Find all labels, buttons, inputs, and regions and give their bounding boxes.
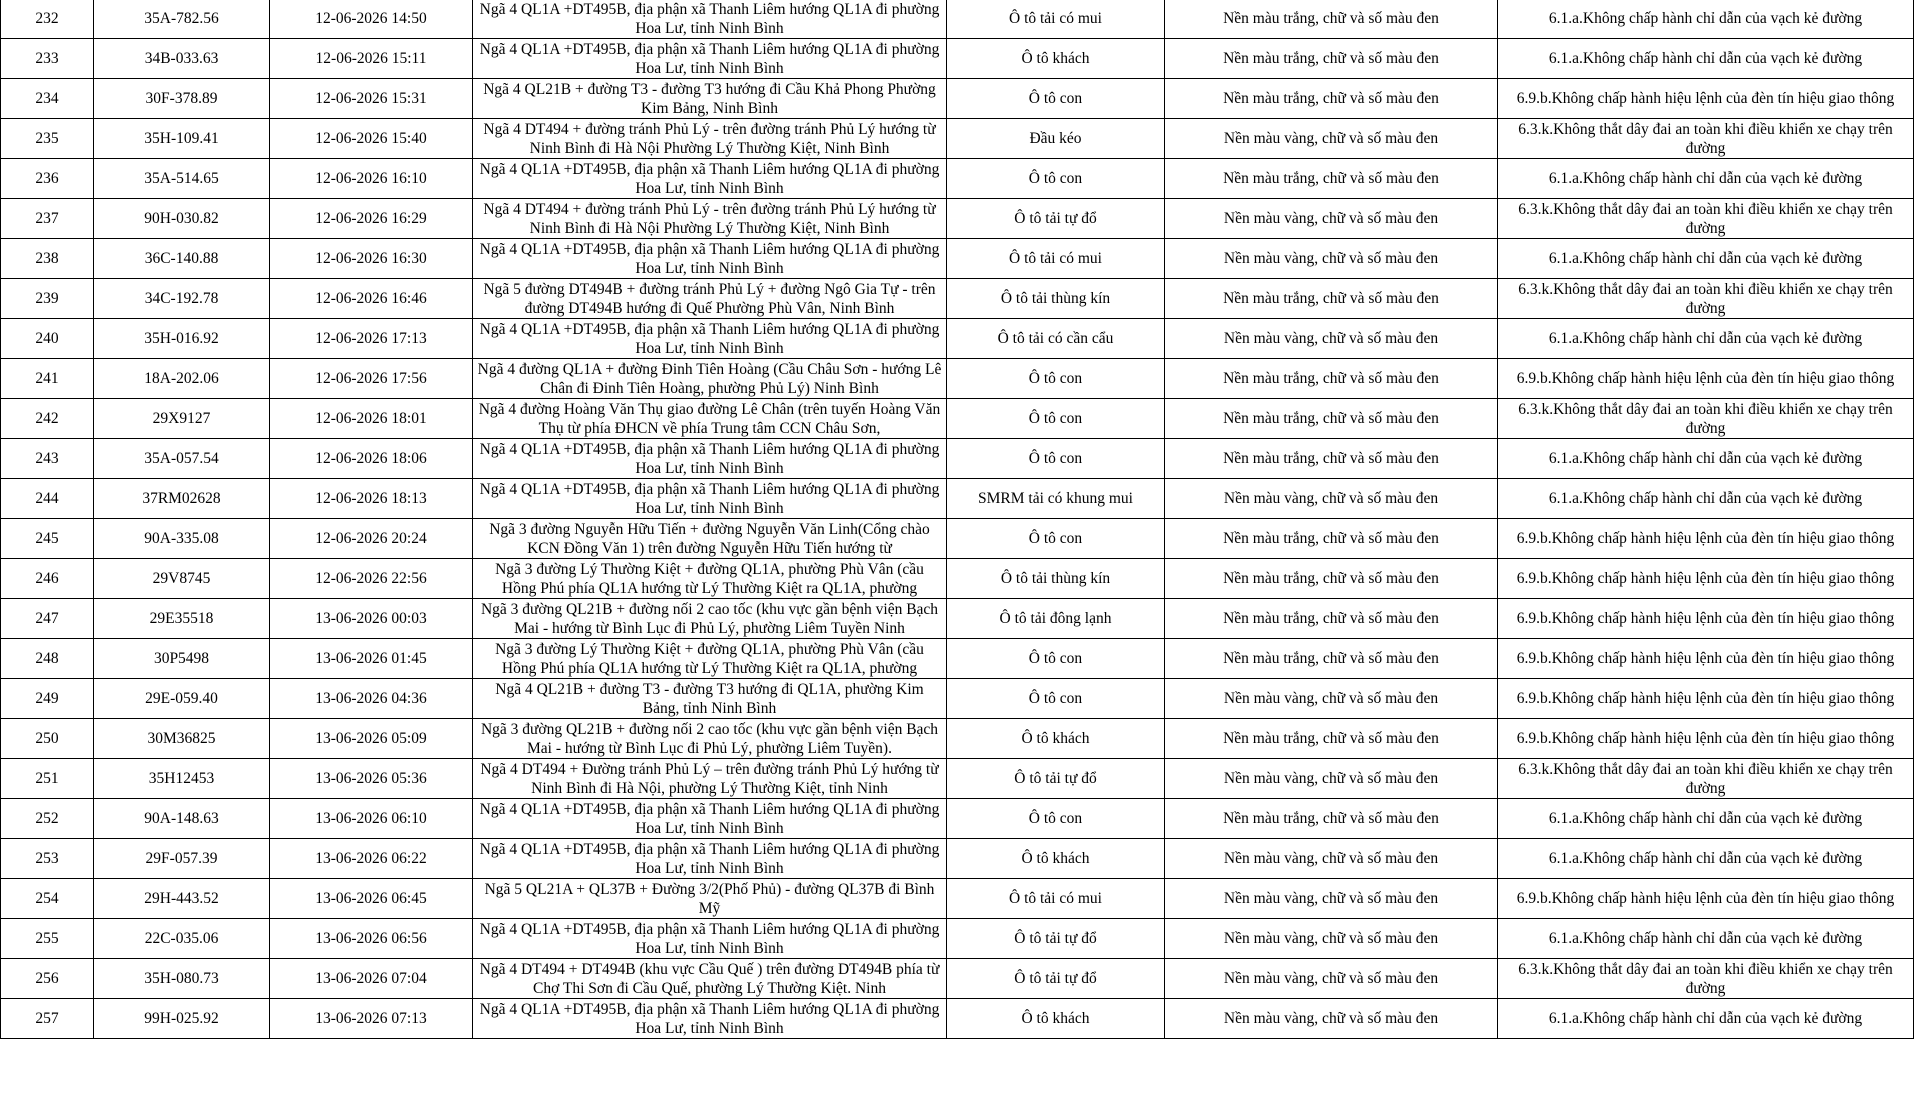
cell-location — [473, 639, 947, 679]
cell-violation-text: 6.1.a.Không chấp hành chỉ dẫn của vạch kẻ đường — [1548, 1010, 1863, 1027]
cell-violation-time: 12-06-2026 16:46 — [270, 279, 473, 319]
cell-license-plate: 30P5498 — [94, 639, 270, 679]
cell-license-plate: 36C-140.88 — [94, 239, 270, 279]
cell-violation-text: 6.3.k.Không thắt dây đai an toàn khi điều khiển xe chạy trên đường — [1518, 400, 1893, 437]
cell-license-plate: 90H-030.82 — [94, 199, 270, 239]
cell-violation-time: 13-06-2026 05:09 — [270, 719, 473, 759]
cell-license-plate: 90A-335.08 — [94, 519, 270, 559]
cell-plate-color: Nền màu vàng, chữ và số màu đen — [1165, 999, 1498, 1039]
cell-vehicle-type: Ô tô tải có mui — [947, 0, 1165, 39]
cell-stt: 251 — [1, 759, 94, 799]
cell-violation-time: 12-06-2026 17:13 — [270, 319, 473, 359]
cell-stt: 256 — [1, 959, 94, 999]
cell-license-plate: 35H-109.41 — [94, 119, 270, 159]
cell-vehicle-type: Ô tô con — [947, 359, 1165, 399]
cell-plate-color: Nền màu trắng, chữ và số màu đen — [1165, 279, 1498, 319]
cell-violation-text: 6.1.a.Không chấp hành chỉ dẫn của vạch kẻ đường — [1548, 490, 1863, 507]
table-row — [1, 999, 1914, 1039]
table-row — [1, 159, 1914, 199]
cell-plate-color: Nền màu vàng, chữ và số màu đen — [1165, 319, 1498, 359]
cell-location-text: Ngã 4 QL21B + đường T3 - đường T3 hướng đi QL1A, phường Kim Bảng, tỉnh Ninh Bình — [495, 680, 924, 717]
cell-violation-text: 6.9.b.Không chấp hành hiệu lệnh của đèn tín hiệu giao thông — [1516, 650, 1895, 667]
cell-violation-text: 6.3.k.Không thắt dây đai an toàn khi điều khiển xe chạy trên đường — [1518, 200, 1893, 237]
cell-violation-time: 12-06-2026 20:24 — [270, 519, 473, 559]
cell-license-plate: 99H-025.92 — [94, 999, 270, 1039]
cell-location-text: Ngã 4 QL1A +DT495B, địa phận xã Thanh Liêm hướng QL1A đi phường Hoa Lư, tỉnh Ninh Bình — [479, 320, 940, 357]
cell-violation-text: 6.9.b.Không chấp hành hiệu lệnh của đèn tín hiệu giao thông — [1516, 610, 1895, 627]
cell-violation-time: 13-06-2026 05:36 — [270, 759, 473, 799]
cell-violation-text: 6.1.a.Không chấp hành chỉ dẫn của vạch kẻ đường — [1548, 50, 1863, 67]
table-row — [1, 799, 1914, 839]
cell-location-text: Ngã 3 đường QL21B + đường nối 2 cao tốc (khu vực gần bệnh viện Bạch Mai - hướng từ Bình Lục đi Phủ Lý, phường Liêm Tuyền). — [480, 720, 939, 757]
cell-vehicle-type: Ô tô tải tự đổ — [947, 199, 1165, 239]
cell-license-plate: 29E35518 — [94, 599, 270, 639]
cell-violation-text: 6.3.k.Không thắt dây đai an toàn khi điều khiển xe chạy trên đường — [1518, 760, 1893, 797]
cell-vehicle-type: Ô tô tải đông lạnh — [947, 599, 1165, 639]
table-row — [1, 359, 1914, 399]
cell-location — [473, 159, 947, 199]
cell-license-plate: 29F-057.39 — [94, 839, 270, 879]
cell-plate-color: Nền màu trắng, chữ và số màu đen — [1165, 519, 1498, 559]
table-row — [1, 39, 1914, 79]
cell-plate-color: Nền màu vàng, chữ và số màu đen — [1165, 479, 1498, 519]
cell-violation — [1498, 679, 1914, 719]
cell-stt: 250 — [1, 719, 94, 759]
cell-location-text: Ngã 4 QL1A +DT495B, địa phận xã Thanh Liêm hướng QL1A đi phường Hoa Lư, tỉnh Ninh Bình — [479, 840, 940, 877]
cell-location — [473, 79, 947, 119]
cell-plate-color: Nền màu trắng, chữ và số màu đen — [1165, 79, 1498, 119]
table-row — [1, 839, 1914, 879]
cell-violation — [1498, 79, 1914, 119]
cell-location-text: Ngã 4 QL1A +DT495B, địa phận xã Thanh Liêm hướng QL1A đi phường Hoa Lư, tỉnh Ninh Bình — [479, 240, 940, 277]
cell-vehicle-type: Ô tô tải thùng kín — [947, 559, 1165, 599]
cell-location-text: Ngã 3 đường Lý Thường Kiệt + đường QL1A, phường Phù Vân (cầu Hồng Phú phía QL1A hướng từ Lý Thường Kiệt ra QL1A, phường — [495, 560, 924, 597]
table-row — [1, 639, 1914, 679]
cell-location — [473, 439, 947, 479]
cell-location — [473, 0, 947, 39]
cell-license-plate: 34C-192.78 — [94, 279, 270, 319]
table-row — [1, 479, 1914, 519]
cell-violation-time: 12-06-2026 14:50 — [270, 0, 473, 39]
cell-location-text: Ngã 5 QL21A + QL37B + Đường 3/2(Phố Phủ) - đường QL37B đi Bình Mỹ — [484, 880, 935, 917]
cell-violation-time: 12-06-2026 18:06 — [270, 439, 473, 479]
cell-stt: 254 — [1, 879, 94, 919]
cell-vehicle-type: Ô tô tải có cần cẩu — [947, 319, 1165, 359]
cell-violation-text: 6.1.a.Không chấp hành chỉ dẫn của vạch kẻ đường — [1548, 850, 1863, 867]
cell-plate-color: Nền màu vàng, chữ và số màu đen — [1165, 759, 1498, 799]
cell-violation-text: 6.9.b.Không chấp hành hiệu lệnh của đèn tín hiệu giao thông — [1516, 890, 1895, 907]
cell-vehicle-type: Ô tô tải tự đổ — [947, 919, 1165, 959]
cell-location-text: Ngã 5 đường DT494B + đường tránh Phủ Lý + đường Ngô Gia Tự - trên đường DT494B hướng đi Quế Phường Phù Vân, Ninh Bình — [483, 280, 936, 317]
cell-location — [473, 839, 947, 879]
table-row — [1, 439, 1914, 479]
cell-plate-color: Nền màu vàng, chữ và số màu đen — [1165, 679, 1498, 719]
cell-vehicle-type: Ô tô tải tự đổ — [947, 759, 1165, 799]
cell-plate-color: Nền màu trắng, chữ và số màu đen — [1165, 559, 1498, 599]
cell-stt: 253 — [1, 839, 94, 879]
table-row — [1, 279, 1914, 319]
cell-violation — [1498, 0, 1914, 39]
cell-violation — [1498, 559, 1914, 599]
cell-violation — [1498, 599, 1914, 639]
cell-license-plate: 90A-148.63 — [94, 799, 270, 839]
cell-stt: 232 — [1, 0, 94, 39]
cell-location-text: Ngã 4 đường Hoàng Văn Thụ giao đường Lê Chân (trên tuyến Hoàng Văn Thụ từ phía ĐHCN về phía Trung tâm CCN Châu Sơn, — [478, 400, 941, 437]
cell-violation-text: 6.9.b.Không chấp hành hiệu lệnh của đèn tín hiệu giao thông — [1516, 730, 1895, 747]
cell-license-plate: 34B-033.63 — [94, 39, 270, 79]
cell-plate-color: Nền màu trắng, chữ và số màu đen — [1165, 719, 1498, 759]
cell-violation-text: 6.1.a.Không chấp hành chỉ dẫn của vạch kẻ đường — [1548, 330, 1863, 347]
table-row — [1, 399, 1914, 439]
cell-plate-color: Nền màu trắng, chữ và số màu đen — [1165, 39, 1498, 79]
cell-plate-color: Nền màu trắng, chữ và số màu đen — [1165, 0, 1498, 39]
table-row — [1, 519, 1914, 559]
cell-violation-time: 12-06-2026 16:29 — [270, 199, 473, 239]
table-row — [1, 559, 1914, 599]
cell-vehicle-type: Đầu kéo — [947, 119, 1165, 159]
cell-violation-time: 13-06-2026 01:45 — [270, 639, 473, 679]
cell-plate-color: Nền màu trắng, chữ và số màu đen — [1165, 159, 1498, 199]
cell-license-plate: 29V8745 — [94, 559, 270, 599]
table-row — [1, 239, 1914, 279]
cell-plate-color: Nền màu vàng, chữ và số màu đen — [1165, 199, 1498, 239]
cell-violation-time: 12-06-2026 15:31 — [270, 79, 473, 119]
cell-stt: 249 — [1, 679, 94, 719]
cell-license-plate: 35A-514.65 — [94, 159, 270, 199]
cell-license-plate: 29E-059.40 — [94, 679, 270, 719]
cell-location — [473, 759, 947, 799]
cell-location — [473, 879, 947, 919]
cell-violation-time: 12-06-2026 16:10 — [270, 159, 473, 199]
cell-license-plate: 30M36825 — [94, 719, 270, 759]
cell-stt: 245 — [1, 519, 94, 559]
cell-violation-time: 12-06-2026 18:01 — [270, 399, 473, 439]
cell-violation — [1498, 919, 1914, 959]
cell-vehicle-type: Ô tô tải tự đổ — [947, 959, 1165, 999]
cell-violation — [1498, 39, 1914, 79]
cell-violation-time: 13-06-2026 04:36 — [270, 679, 473, 719]
cell-stt: 237 — [1, 199, 94, 239]
cell-violation-text: 6.9.b.Không chấp hành hiệu lệnh của đèn tín hiệu giao thông — [1516, 530, 1895, 547]
cell-location-text: Ngã 4 QL1A +DT495B, địa phận xã Thanh Liêm hướng QL1A đi phường Hoa Lư, tỉnh Ninh Bình — [479, 160, 940, 197]
cell-plate-color: Nền màu trắng, chữ và số màu đen — [1165, 359, 1498, 399]
cell-location-text: Ngã 3 đường Lý Thường Kiệt + đường QL1A, phường Phù Vân (cầu Hồng Phú phía QL1A hướng từ Lý Thường Kiệt ra QL1A, phường — [495, 640, 924, 677]
cell-violation — [1498, 879, 1914, 919]
cell-violation-text: 6.9.b.Không chấp hành hiệu lệnh của đèn tín hiệu giao thông — [1516, 90, 1895, 107]
cell-stt: 236 — [1, 159, 94, 199]
cell-vehicle-type: Ô tô khách — [947, 999, 1165, 1039]
cell-violation — [1498, 279, 1914, 319]
cell-plate-color: Nền màu vàng, chữ và số màu đen — [1165, 239, 1498, 279]
cell-location — [473, 119, 947, 159]
cell-license-plate: 30F-378.89 — [94, 79, 270, 119]
cell-stt: 241 — [1, 359, 94, 399]
cell-violation — [1498, 639, 1914, 679]
cell-vehicle-type: Ô tô khách — [947, 839, 1165, 879]
cell-stt: 255 — [1, 919, 94, 959]
cell-stt: 257 — [1, 999, 94, 1039]
cell-location-text: Ngã 4 QL1A +DT495B, địa phận xã Thanh Liêm hướng QL1A đi phường Hoa Lư, tỉnh Ninh Bình — [479, 800, 940, 837]
cell-violation — [1498, 359, 1914, 399]
cell-violation — [1498, 719, 1914, 759]
cell-violation — [1498, 959, 1914, 999]
cell-stt: 240 — [1, 319, 94, 359]
cell-violation — [1498, 519, 1914, 559]
cell-violation-time: 13-06-2026 06:45 — [270, 879, 473, 919]
cell-location-text: Ngã 4 QL1A +DT495B, địa phận xã Thanh Liêm hướng QL1A đi phường Hoa Lư, tỉnh Ninh Bình — [479, 40, 940, 77]
cell-violation-time: 13-06-2026 07:04 — [270, 959, 473, 999]
cell-violation-text: 6.1.a.Không chấp hành chỉ dẫn của vạch kẻ đường — [1548, 930, 1863, 947]
cell-license-plate: 35A-782.56 — [94, 0, 270, 39]
cell-violation — [1498, 119, 1914, 159]
cell-location — [473, 319, 947, 359]
cell-license-plate: 35H12453 — [94, 759, 270, 799]
cell-plate-color: Nền màu vàng, chữ và số màu đen — [1165, 839, 1498, 879]
cell-plate-color: Nền màu trắng, chữ và số màu đen — [1165, 439, 1498, 479]
cell-location — [473, 399, 947, 439]
table-row — [1, 599, 1914, 639]
cell-location-text: Ngã 4 QL1A +DT495B, địa phận xã Thanh Liêm hướng QL1A đi phường Hoa Lư, tỉnh Ninh Bình — [479, 440, 940, 477]
cell-vehicle-type: SMRM tải có khung mui — [947, 479, 1165, 519]
cell-stt: 248 — [1, 639, 94, 679]
cell-violation — [1498, 479, 1914, 519]
cell-location-text: Ngã 4 QL1A +DT495B, địa phận xã Thanh Liêm hướng QL1A đi phường Hoa Lư, tỉnh Ninh Bình — [479, 920, 940, 957]
cell-vehicle-type: Ô tô con — [947, 679, 1165, 719]
table-row — [1, 919, 1914, 959]
cell-vehicle-type: Ô tô tải có mui — [947, 239, 1165, 279]
cell-stt: 252 — [1, 799, 94, 839]
table-row — [1, 879, 1914, 919]
cell-location — [473, 279, 947, 319]
cell-location — [473, 199, 947, 239]
cell-violation — [1498, 999, 1914, 1039]
cell-plate-color: Nền màu vàng, chữ và số màu đen — [1165, 119, 1498, 159]
cell-plate-color: Nền màu vàng, chữ và số màu đen — [1165, 919, 1498, 959]
cell-violation-time: 13-06-2026 00:03 — [270, 599, 473, 639]
cell-stt: 242 — [1, 399, 94, 439]
cell-license-plate: 29H-443.52 — [94, 879, 270, 919]
cell-violation-text: 6.1.a.Không chấp hành chỉ dẫn của vạch kẻ đường — [1548, 450, 1863, 467]
cell-plate-color: Nền màu vàng, chữ và số màu đen — [1165, 959, 1498, 999]
cell-violation-text: 6.1.a.Không chấp hành chỉ dẫn của vạch kẻ đường — [1548, 250, 1863, 267]
table-row — [1, 679, 1914, 719]
cell-location-text: Ngã 4 DT494 + DT494B (khu vực Cầu Quế ) trên đường DT494B phía từ Chợ Thi Sơn đi Cầu Quế, phường Lý Thường Kiệt. Ninh — [479, 960, 940, 997]
cell-stt: 243 — [1, 439, 94, 479]
cell-plate-color: Nền màu trắng, chữ và số màu đen — [1165, 639, 1498, 679]
table-row — [1, 0, 1914, 39]
cell-violation — [1498, 439, 1914, 479]
cell-violation-time: 12-06-2026 15:11 — [270, 39, 473, 79]
cell-license-plate: 18A-202.06 — [94, 359, 270, 399]
cell-stt: 247 — [1, 599, 94, 639]
cell-location-text: Ngã 4 QL1A +DT495B, địa phận xã Thanh Liêm hướng QL1A đi phường Hoa Lư, tỉnh Ninh Bình — [479, 480, 940, 517]
cell-violation-text: 6.3.k.Không thắt dây đai an toàn khi điều khiển xe chạy trên đường — [1518, 120, 1893, 157]
cell-location-text: Ngã 4 DT494 + đường tránh Phủ Lý - trên đường tránh Phủ Lý hướng từ Ninh Bình đi Hà Nội Phường Lý Thường Kiệt, Ninh Bình — [483, 200, 936, 237]
cell-violation-time: 12-06-2026 18:13 — [270, 479, 473, 519]
cell-violation — [1498, 159, 1914, 199]
cell-violation-text: 6.3.k.Không thắt dây đai an toàn khi điều khiển xe chạy trên đường — [1518, 960, 1893, 997]
cell-license-plate: 35H-016.92 — [94, 319, 270, 359]
cell-vehicle-type: Ô tô khách — [947, 39, 1165, 79]
table-row — [1, 199, 1914, 239]
cell-location — [473, 719, 947, 759]
cell-stt: 233 — [1, 39, 94, 79]
cell-vehicle-type: Ô tô con — [947, 439, 1165, 479]
cell-plate-color: Nền màu trắng, chữ và số màu đen — [1165, 399, 1498, 439]
cell-stt: 244 — [1, 479, 94, 519]
cell-violation — [1498, 759, 1914, 799]
cell-vehicle-type: Ô tô con — [947, 519, 1165, 559]
cell-plate-color: Nền màu trắng, chữ và số màu đen — [1165, 599, 1498, 639]
cell-location-text: Ngã 4 QL21B + đường T3 - đường T3 hướng đi Cầu Khả Phong Phường Kim Bảng, Ninh Bình — [483, 80, 936, 117]
cell-location — [473, 479, 947, 519]
table-row — [1, 719, 1914, 759]
cell-violation — [1498, 799, 1914, 839]
cell-violation-time: 12-06-2026 15:40 — [270, 119, 473, 159]
cell-location — [473, 39, 947, 79]
cell-violation-time: 13-06-2026 07:13 — [270, 999, 473, 1039]
table-row — [1, 79, 1914, 119]
cell-location — [473, 799, 947, 839]
cell-location-text: Ngã 4 đường QL1A + đường Đinh Tiên Hoàng (Cầu Châu Sơn - hướng Lê Chân đi Đinh Tiên Hoàng, phường Phủ Lý) Ninh Bình — [477, 360, 942, 397]
cell-location — [473, 999, 947, 1039]
cell-plate-color: Nền màu trắng, chữ và số màu đen — [1165, 799, 1498, 839]
cell-violation-text: 6.1.a.Không chấp hành chỉ dẫn của vạch kẻ đường — [1548, 10, 1863, 27]
cell-location-text: Ngã 4 DT494 + Đường tránh Phủ Lý – trên đường tránh Phủ Lý hướng từ Ninh Bình đi Hà Nội, phường Lý Thường Kiệt, tỉnh Ninh — [480, 760, 939, 797]
cell-vehicle-type: Ô tô con — [947, 159, 1165, 199]
cell-violation-text: 6.9.b.Không chấp hành hiệu lệnh của đèn tín hiệu giao thông — [1516, 570, 1895, 587]
cell-violation-time: 13-06-2026 06:10 — [270, 799, 473, 839]
cell-violation — [1498, 239, 1914, 279]
cell-location-text: Ngã 4 DT494 + đường tránh Phủ Lý - trên đường tránh Phủ Lý hướng từ Ninh Bình đi Hà Nội Phường Lý Thường Kiệt, Ninh Bình — [483, 120, 936, 157]
cell-violation-text: 6.3.k.Không thắt dây đai an toàn khi điều khiển xe chạy trên đường — [1518, 280, 1893, 317]
cell-violation-text: 6.9.b.Không chấp hành hiệu lệnh của đèn tín hiệu giao thông — [1516, 370, 1895, 387]
cell-location — [473, 239, 947, 279]
cell-stt: 238 — [1, 239, 94, 279]
cell-stt: 239 — [1, 279, 94, 319]
table-row — [1, 319, 1914, 359]
cell-location — [473, 519, 947, 559]
cell-vehicle-type: Ô tô con — [947, 399, 1165, 439]
table-row — [1, 759, 1914, 799]
cell-vehicle-type: Ô tô con — [947, 799, 1165, 839]
cell-vehicle-type: Ô tô con — [947, 79, 1165, 119]
cell-violation — [1498, 319, 1914, 359]
cell-license-plate: 35A-057.54 — [94, 439, 270, 479]
cell-location — [473, 559, 947, 599]
cell-vehicle-type: Ô tô khách — [947, 719, 1165, 759]
cell-location — [473, 919, 947, 959]
table-body — [1, 0, 1914, 1039]
cell-stt: 234 — [1, 79, 94, 119]
table-row — [1, 959, 1914, 999]
table-row — [1, 119, 1914, 159]
cell-location-text: Ngã 4 QL1A +DT495B, địa phận xã Thanh Liêm hướng QL1A đi phường Hoa Lư, tỉnh Ninh Bình — [479, 1000, 940, 1037]
cell-location-text: Ngã 3 đường Nguyễn Hữu Tiến + đường Nguyễn Văn Linh(Cổng chào KCN Đồng Văn 1) trên đường Nguyễn Hữu Tiến hướng từ — [489, 520, 930, 557]
cell-violation — [1498, 199, 1914, 239]
cell-location — [473, 679, 947, 719]
cell-violation-time: 13-06-2026 06:22 — [270, 839, 473, 879]
cell-violation — [1498, 839, 1914, 879]
cell-violation-text: 6.1.a.Không chấp hành chỉ dẫn của vạch kẻ đường — [1548, 810, 1863, 827]
cell-violation-time: 12-06-2026 22:56 — [270, 559, 473, 599]
cell-vehicle-type: Ô tô con — [947, 639, 1165, 679]
cell-vehicle-type: Ô tô tải thùng kín — [947, 279, 1165, 319]
cell-plate-color: Nền màu vàng, chữ và số màu đen — [1165, 879, 1498, 919]
cell-violation-text: 6.1.a.Không chấp hành chỉ dẫn của vạch kẻ đường — [1548, 170, 1863, 187]
cell-stt: 246 — [1, 559, 94, 599]
cell-violation-text: 6.9.b.Không chấp hành hiệu lệnh của đèn tín hiệu giao thông — [1516, 690, 1895, 707]
cell-location-text: Ngã 4 QL1A +DT495B, địa phận xã Thanh Liêm hướng QL1A đi phường Hoa Lư, tỉnh Ninh Bình — [479, 0, 940, 37]
cell-violation-time: 13-06-2026 06:56 — [270, 919, 473, 959]
cell-violation-time: 12-06-2026 17:56 — [270, 359, 473, 399]
cell-location — [473, 359, 947, 399]
cell-license-plate: 37RM02628 — [94, 479, 270, 519]
cell-violation-time: 12-06-2026 16:30 — [270, 239, 473, 279]
cell-license-plate: 29X9127 — [94, 399, 270, 439]
cell-violation — [1498, 399, 1914, 439]
cell-location-text: Ngã 3 đường QL21B + đường nối 2 cao tốc (khu vực gần bệnh viện Bạch Mai - hướng từ Bình Lục đi Phủ Lý, phường Liêm Tuyền Ninh — [480, 600, 939, 637]
cell-license-plate: 35H-080.73 — [94, 959, 270, 999]
cell-license-plate: 22C-035.06 — [94, 919, 270, 959]
cell-vehicle-type: Ô tô tải có mui — [947, 879, 1165, 919]
cell-location — [473, 959, 947, 999]
cell-stt: 235 — [1, 119, 94, 159]
cell-location — [473, 599, 947, 639]
